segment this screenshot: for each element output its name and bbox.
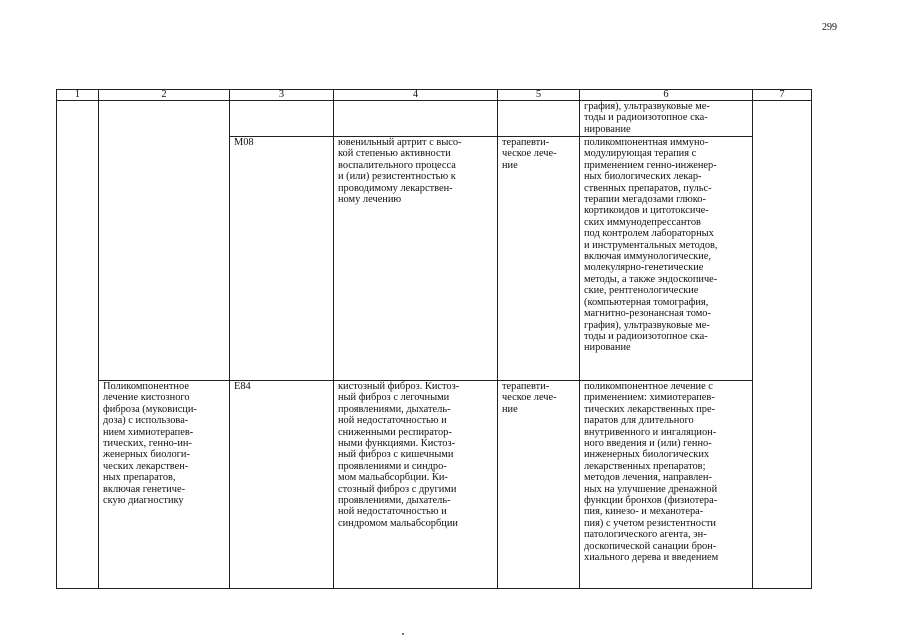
medical-care-table [56,89,812,589]
scan-speck [402,633,404,635]
column-header-1: 1 [57,90,99,101]
column-number-row [57,90,812,101]
disease-cell-e84: кистозный фиброз. Кистоз- ный фиброз с легочными проявлениями, дыхатель- ной недостаточностью и сниженными респиратор- ными функциями. Кистоз- ный фиброз с кишечными проявлениями и синдро- мом мальабсорбции. Ки- стозный фиброз с другими проявлениями, дыхатель- ной недостаточностью и синдромом мальабсорбции [334,381,498,589]
page-number: 299 [822,22,837,33]
column-header-3: 3 [230,90,334,101]
method-cell-continuation: графия), ультразвуковые ме- тоды и радиоизотопное ска- нирование [580,101,753,137]
code-cell-m08: М08 [230,137,334,381]
column-header-6: 6 [580,90,753,101]
code-cell-e84: Е84 [230,381,334,589]
col2-cell-empty [99,101,230,381]
table-row-continuation [57,101,812,137]
column-header-7: 7 [753,90,812,101]
col3-cell-empty [230,101,334,137]
method-cell-m08: поликомпонентная иммуно- модулирующая терапия с применением генно-инженер- ных биологических лекар- ственных препаратов, пульс- терапии мегадозами глюко- кортикоидов и цитотоксиче- ских иммунодепрессантов под контролем лабораторных и инструментальных методов, включая иммунологические, молекулярно-генетические методы, а также эндоскопиче- ские, рентгенологические (компьютерная томография, магнитно-резонансная томо- графия), ультразвуковые ме- тоды и радиоизотопное ска- нирование [580,137,753,381]
col1-cell [57,101,99,589]
col4-cell-empty [334,101,498,137]
disease-cell-m08: ювенильный артрит с высо- кой степенью активности воспалительного процесса и (или) резистентностью к проводимому лекарствен- ному лечению [334,137,498,381]
care-type-cell-e84: Поликомпонентное лечение кистозного фиброза (муковисци- доза) с использова- нием химиотерапев- тических, генно-ин- женерных биологи- ческих лекарствен- ных препаратов, включая генетиче- скую диагностику [99,381,230,589]
column-header-5: 5 [498,90,580,101]
column-header-2: 2 [99,90,230,101]
method-cell-e84: поликомпонентное лечение с применением: химиотерапев- тических лекарственных пре- паратов для длительного внутривенного и ингаляцион- ного введения и (или) генно- инженерных биологических лекарственных препаратов; методов лечения, направлен- ных на улучшение дренажной функции бронхов (физиотера- пия, кинезо- и механотера- пия) с учетом резистентности патологического агента, эн- доскопической санации брон- хиального дерева и введением [580,381,753,589]
column-header-4: 4 [334,90,498,101]
table-row-e84 [57,381,812,589]
treatment-type-cell-e84: терапевти- ческое лече- ние [498,381,580,589]
treatment-type-cell-m08: терапевти- ческое лече- ние [498,137,580,381]
col7-cell [753,101,812,589]
col5-cell-empty [498,101,580,137]
